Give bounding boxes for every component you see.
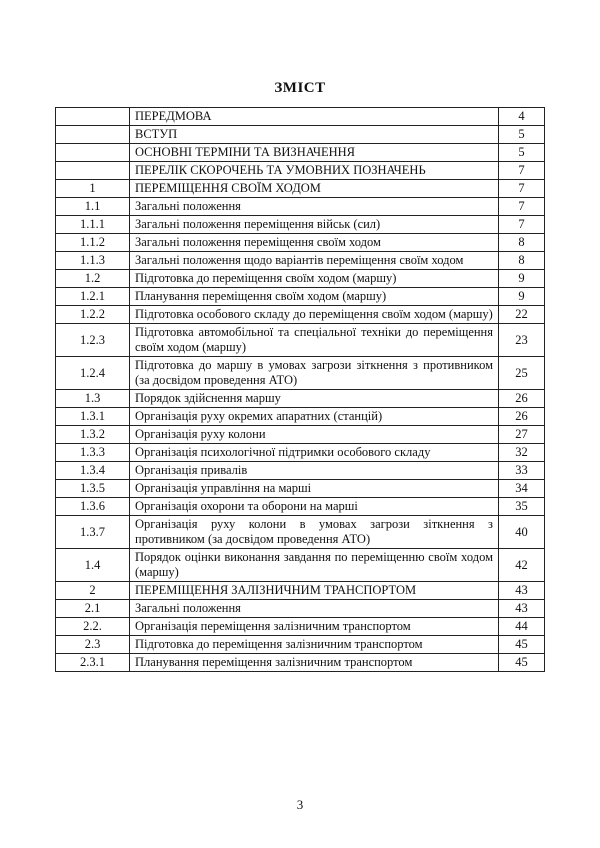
toc-section-title: Організація охорони та оборони на марші [130, 498, 499, 516]
toc-row [56, 162, 545, 180]
toc-section-title: Порядок оцінки виконання завдання по переміщенню своїм ходом (маршу) [130, 549, 499, 582]
toc-page-number: 7 [499, 180, 545, 198]
toc-page-number: 7 [499, 198, 545, 216]
toc-section-number: 1.3.5 [56, 480, 130, 498]
toc-row [56, 408, 545, 426]
toc-row [56, 426, 545, 444]
toc-page-number: 9 [499, 270, 545, 288]
toc-section-number: 1.2.2 [56, 306, 130, 324]
toc-row [56, 126, 545, 144]
toc-section-number [56, 144, 130, 162]
toc-row [56, 357, 545, 390]
toc-row [56, 636, 545, 654]
toc-row [56, 198, 545, 216]
toc-page-number: 42 [499, 549, 545, 582]
toc-page-number: 5 [499, 126, 545, 144]
toc-section-number: 1.3.2 [56, 426, 130, 444]
toc-section-title: Підготовка до переміщення залізничним транспортом [130, 636, 499, 654]
toc-page-number: 45 [499, 636, 545, 654]
toc-section-number: 1.3.3 [56, 444, 130, 462]
toc-row [56, 444, 545, 462]
toc-row [56, 582, 545, 600]
toc-section-number [56, 162, 130, 180]
toc-section-title: ПЕРЕМІЩЕННЯ ЗАЛІЗНИЧНИМ ТРАНСПОРТОМ [130, 582, 499, 600]
toc-page-number: 9 [499, 288, 545, 306]
toc-page-number: 8 [499, 234, 545, 252]
toc-row [56, 498, 545, 516]
toc-section-number: 2.2. [56, 618, 130, 636]
toc-row [56, 270, 545, 288]
toc-row [56, 216, 545, 234]
toc-page-number: 5 [499, 144, 545, 162]
toc-section-title: ОСНОВНІ ТЕРМІНИ ТА ВИЗНАЧЕННЯ [130, 144, 499, 162]
toc-section-number: 1.3.1 [56, 408, 130, 426]
toc-section-title: Порядок здійснення маршу [130, 390, 499, 408]
toc-page-number: 25 [499, 357, 545, 390]
toc-page-number: 43 [499, 600, 545, 618]
toc-section-title: Загальні положення щодо варіантів переміщення своїм ходом [130, 252, 499, 270]
toc-section-title: Підготовка до переміщення своїм ходом (маршу) [130, 270, 499, 288]
toc-section-title: Підготовка автомобільної та спеціальної техніки до переміщення своїм ходом (маршу) [130, 324, 499, 357]
toc-row [56, 480, 545, 498]
toc-row [56, 144, 545, 162]
toc-section-number: 1.4 [56, 549, 130, 582]
toc-table [55, 107, 545, 672]
toc-page-number: 45 [499, 654, 545, 672]
toc-section-title: Організація управління на марші [130, 480, 499, 498]
toc-section-title: Організація руху окремих апаратних (станцій) [130, 408, 499, 426]
toc-row [56, 288, 545, 306]
toc-page-number: 35 [499, 498, 545, 516]
toc-page-number: 40 [499, 516, 545, 549]
toc-section-title: ПЕРЕДМОВА [130, 108, 499, 126]
toc-section-number: 2 [56, 582, 130, 600]
toc-page-number: 32 [499, 444, 545, 462]
toc-section-number: 2.3.1 [56, 654, 130, 672]
toc-section-number: 1.3.7 [56, 516, 130, 549]
toc-section-title: Загальні положення [130, 600, 499, 618]
toc-section-number: 1.3.4 [56, 462, 130, 480]
toc-row [56, 654, 545, 672]
toc-section-title: Планування переміщення своїм ходом (маршу) [130, 288, 499, 306]
toc-row [56, 390, 545, 408]
toc-section-number: 1.1 [56, 198, 130, 216]
toc-section-title: Організація руху колони в умовах загрози зіткнення з противником (за досвідом проведення АТО) [130, 516, 499, 549]
toc-row [56, 516, 545, 549]
toc-page-number: 8 [499, 252, 545, 270]
toc-row [56, 180, 545, 198]
toc-section-title: Організація психологічної підтримки особового складу [130, 444, 499, 462]
toc-section-number: 1 [56, 180, 130, 198]
toc-page-number: 7 [499, 162, 545, 180]
toc-page-number: 26 [499, 390, 545, 408]
toc-section-title: Підготовка особового складу до переміщення своїм ходом (маршу) [130, 306, 499, 324]
toc-row [56, 549, 545, 582]
toc-section-title: Організація руху колони [130, 426, 499, 444]
toc-page-number: 22 [499, 306, 545, 324]
toc-title: ЗМІСТ [274, 80, 326, 96]
toc-row [56, 324, 545, 357]
toc-section-number: 1.2.1 [56, 288, 130, 306]
toc-section-number: 2.1 [56, 600, 130, 618]
toc-section-number: 1.2.3 [56, 324, 130, 357]
toc-section-title: Загальні положення [130, 198, 499, 216]
toc-section-title: Планування переміщення залізничним транспортом [130, 654, 499, 672]
toc-section-number: 1.1.3 [56, 252, 130, 270]
toc-section-number [56, 108, 130, 126]
toc-page-number: 43 [499, 582, 545, 600]
toc-section-number: 1.3 [56, 390, 130, 408]
toc-row [56, 108, 545, 126]
toc-page-number: 26 [499, 408, 545, 426]
toc-row [56, 462, 545, 480]
toc-section-title: Організація привалів [130, 462, 499, 480]
page-number: 3 [296, 797, 304, 812]
toc-page-number: 44 [499, 618, 545, 636]
toc-section-number: 1.1.1 [56, 216, 130, 234]
toc-row [56, 234, 545, 252]
toc-section-number: 1.2 [56, 270, 130, 288]
toc-section-title: Підготовка до маршу в умовах загрози зіткнення з противником (за досвідом проведення АТО) [130, 357, 499, 390]
toc-row [56, 600, 545, 618]
toc-page-number: 33 [499, 462, 545, 480]
toc-page-number: 4 [499, 108, 545, 126]
toc-row [56, 252, 545, 270]
toc-page-number: 34 [499, 480, 545, 498]
toc-section-number: 1.3.6 [56, 498, 130, 516]
toc-section-number: 1.1.2 [56, 234, 130, 252]
toc-section-title: Загальні положення переміщення військ (сил) [130, 216, 499, 234]
toc-section-title: Організація переміщення залізничним транспортом [130, 618, 499, 636]
toc-page-number: 23 [499, 324, 545, 357]
toc-section-title: ПЕРЕМІЩЕННЯ СВОЇМ ХОДОМ [130, 180, 499, 198]
toc-row [56, 618, 545, 636]
toc-body [56, 108, 545, 672]
toc-section-title: Загальні положення переміщення своїм ходом [130, 234, 499, 252]
toc-page-number: 7 [499, 216, 545, 234]
toc-section-number [56, 126, 130, 144]
toc-section-number: 1.2.4 [56, 357, 130, 390]
toc-row [56, 306, 545, 324]
toc-page-number: 27 [499, 426, 545, 444]
toc-section-number: 2.3 [56, 636, 130, 654]
toc-section-title: ВСТУП [130, 126, 499, 144]
toc-section-title: ПЕРЕЛІК СКОРОЧЕНЬ ТА УМОВНИХ ПОЗНАЧЕНЬ [130, 162, 499, 180]
